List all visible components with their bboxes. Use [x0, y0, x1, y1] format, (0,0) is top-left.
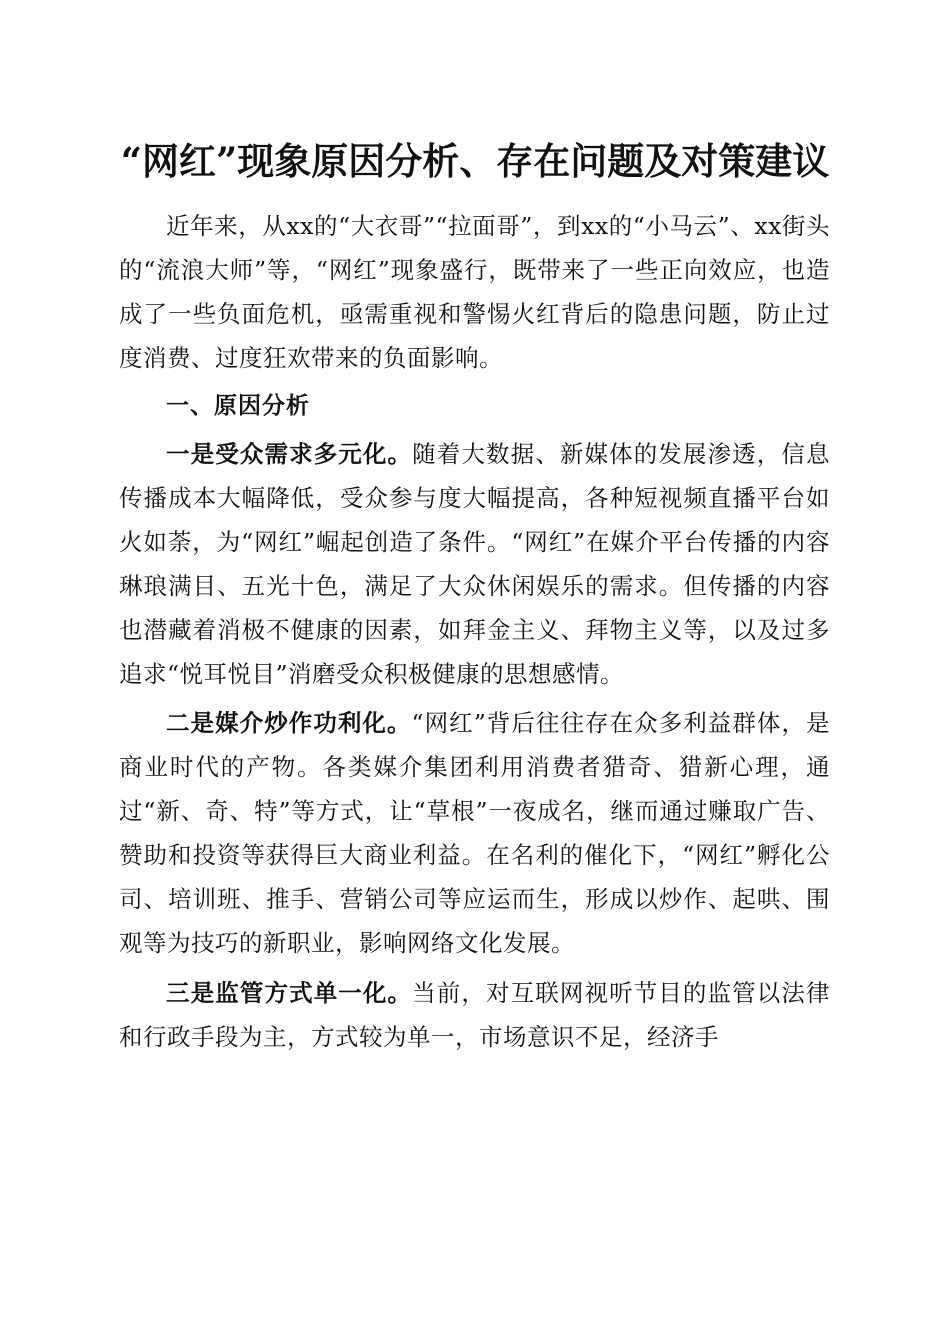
paragraph-text: 当前，对互联网视听节目的监管以法律和行政手段为主，方式较为单一，市场意识不足，经济手: [119, 979, 831, 1051]
paragraph-text: 随着大数据、新媒体的发展渗透，信息传播成本大幅降低，受众参与度大幅提高，各种短视频直播平台如火如荼，为“网红”崛起创造了条件。“网红”在媒介平台传播的内容琳琅满目、五光十色，满足了大众休闲娱乐的需求。但传播的内容也潜藏着消极不健康的因素，如拜金主义、拜物主义等，以及过多追求“悦耳悦目”消磨受众积极健康的思想感情。: [119, 440, 831, 688]
paragraph-text: “网红”背后往往存在众多利益群体，是商业时代的产物。各类媒介集团利用消费者猎奇、猎新心理，通过“新、奇、特”等方式，让“草根”一夜成名，继而通过赚取广告、赞助和投资等获得巨大商业利益。在名利的催化下，“网红”孵化公司、培训班、推手、营销公司等应运而生，形成以炒作、起哄、围观等为技巧的新职业，影响网络文化发展。: [119, 709, 830, 957]
intro-paragraph: 近年来，从xx的“大衣哥”“拉面哥”，到xx的“小马云”、xx街头的“流浪大师”等，“网红”现象盛行，既带来了一些正向效应，也造成了一些负面危机，亟需重视和警惕火红背后的隐患问题，防止过度消费、过度狂欢带来的负面影响。: [119, 212, 830, 372]
paragraph-media-hype: [119, 701, 830, 965]
paragraph-lead: 二是媒介炒作功利化。: [166, 709, 412, 737]
paragraph-regulation: [119, 971, 830, 1059]
paragraph-audience-demand: [119, 432, 830, 696]
document-title: “网红”现象原因分析、存在问题及对策建议: [120, 139, 830, 183]
paragraph-lead: 一是受众需求多元化。: [166, 440, 413, 468]
paragraph-lead: 三是监管方式单一化。: [166, 979, 413, 1007]
section-heading-cause-analysis: 一、原因分析: [166, 393, 310, 419]
document-body: [119, 204, 830, 1059]
